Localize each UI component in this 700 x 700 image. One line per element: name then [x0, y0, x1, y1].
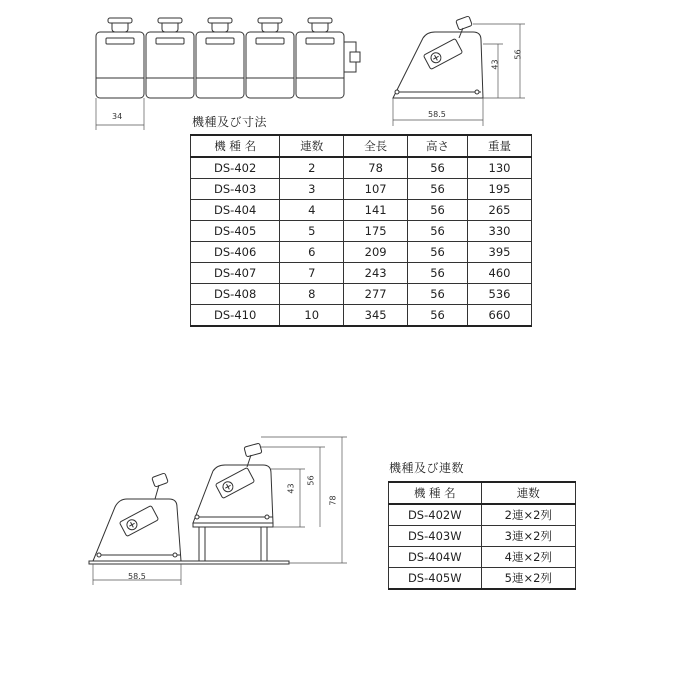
- bottom-dimension-43-label: 43: [286, 483, 296, 494]
- table1-title: 機種及び寸法: [192, 115, 268, 129]
- cell: DS-404W: [389, 547, 482, 568]
- cell: 5: [280, 221, 344, 242]
- cell: 56: [408, 305, 468, 327]
- unit-2: [146, 18, 194, 98]
- series-table: [388, 481, 576, 590]
- cell: DS-410: [191, 305, 280, 327]
- cell: 56: [408, 284, 468, 305]
- cell: 56: [408, 242, 468, 263]
- cell: DS-405: [191, 221, 280, 242]
- cell: 7: [280, 263, 344, 284]
- cell: 10: [280, 305, 344, 327]
- cell: 175: [344, 221, 408, 242]
- table-row: [191, 179, 532, 200]
- dimension-58-5-label: 58.5: [428, 110, 446, 119]
- table-row: [191, 284, 532, 305]
- unit-5: [296, 18, 344, 98]
- header-model: 機 種 名: [191, 135, 280, 157]
- cell: 56: [408, 157, 468, 179]
- cell: 6: [280, 242, 344, 263]
- cell: DS-403: [191, 179, 280, 200]
- cell: 56: [408, 200, 468, 221]
- table-header-row: [191, 135, 532, 157]
- cell: DS-406: [191, 242, 280, 263]
- cell: 265: [468, 200, 532, 221]
- cell: DS-402W: [389, 504, 482, 526]
- cell: 4: [280, 200, 344, 221]
- front-unit: [93, 473, 181, 561]
- dimension-34-label: 34: [112, 112, 123, 121]
- cell: 2連×2列: [481, 504, 575, 526]
- table-row: [191, 242, 532, 263]
- cell: DS-407: [191, 263, 280, 284]
- cell: 141: [344, 200, 408, 221]
- cell: 3連×2列: [481, 526, 575, 547]
- cell: 3: [280, 179, 344, 200]
- table-row: [389, 526, 576, 547]
- header-count: 連数: [481, 482, 575, 504]
- table2-title: 機種及び連数: [389, 461, 465, 475]
- cell: 5連×2列: [481, 568, 575, 590]
- cell: DS-402: [191, 157, 280, 179]
- cell: 56: [408, 221, 468, 242]
- cell: 56: [408, 179, 468, 200]
- cell: 195: [468, 179, 532, 200]
- cell: 460: [468, 263, 532, 284]
- cell: 209: [344, 242, 408, 263]
- spec-table: [190, 134, 532, 327]
- cell: 345: [344, 305, 408, 327]
- unit-3: [196, 18, 244, 98]
- table-row: [389, 568, 576, 590]
- table-row: [191, 263, 532, 284]
- header-count: 連数: [280, 135, 344, 157]
- cell: DS-408: [191, 284, 280, 305]
- cell: 56: [408, 263, 468, 284]
- table-header-row: [389, 482, 576, 504]
- bottom-dimension-78-label: 78: [328, 495, 338, 506]
- cell: 395: [468, 242, 532, 263]
- bottom-dimension-56-label: 56: [306, 475, 316, 486]
- dimension-43-label: 43: [490, 59, 500, 70]
- cell: 2: [280, 157, 344, 179]
- table-row: [191, 157, 532, 179]
- cell: 536: [468, 284, 532, 305]
- cell: 4連×2列: [481, 547, 575, 568]
- table-row: [389, 504, 576, 526]
- header-length: 全長: [344, 135, 408, 157]
- unit-4: [246, 18, 294, 98]
- cell: 660: [468, 305, 532, 327]
- cell: 78: [344, 157, 408, 179]
- cell: 243: [344, 263, 408, 284]
- table-row: [191, 221, 532, 242]
- cell: 277: [344, 284, 408, 305]
- cell: DS-403W: [389, 526, 482, 547]
- double-row-drawing: [85, 435, 365, 590]
- table-row: [191, 305, 532, 327]
- side-view-drawing: [385, 8, 535, 133]
- bottom-dimension-58-5-label: 58.5: [128, 572, 146, 581]
- cell: 330: [468, 221, 532, 242]
- dimension-56-label: 56: [513, 49, 523, 60]
- rear-unit: [193, 443, 273, 523]
- unit-1: [96, 18, 144, 98]
- header-weight: 重量: [468, 135, 532, 157]
- header-model: 機 種 名: [389, 482, 482, 504]
- table-row: [191, 200, 532, 221]
- cell: DS-405W: [389, 568, 482, 590]
- table-row: [389, 547, 576, 568]
- cell: DS-404: [191, 200, 280, 221]
- cell: 107: [344, 179, 408, 200]
- cell: 130: [468, 157, 532, 179]
- cell: 8: [280, 284, 344, 305]
- header-height: 高さ: [408, 135, 468, 157]
